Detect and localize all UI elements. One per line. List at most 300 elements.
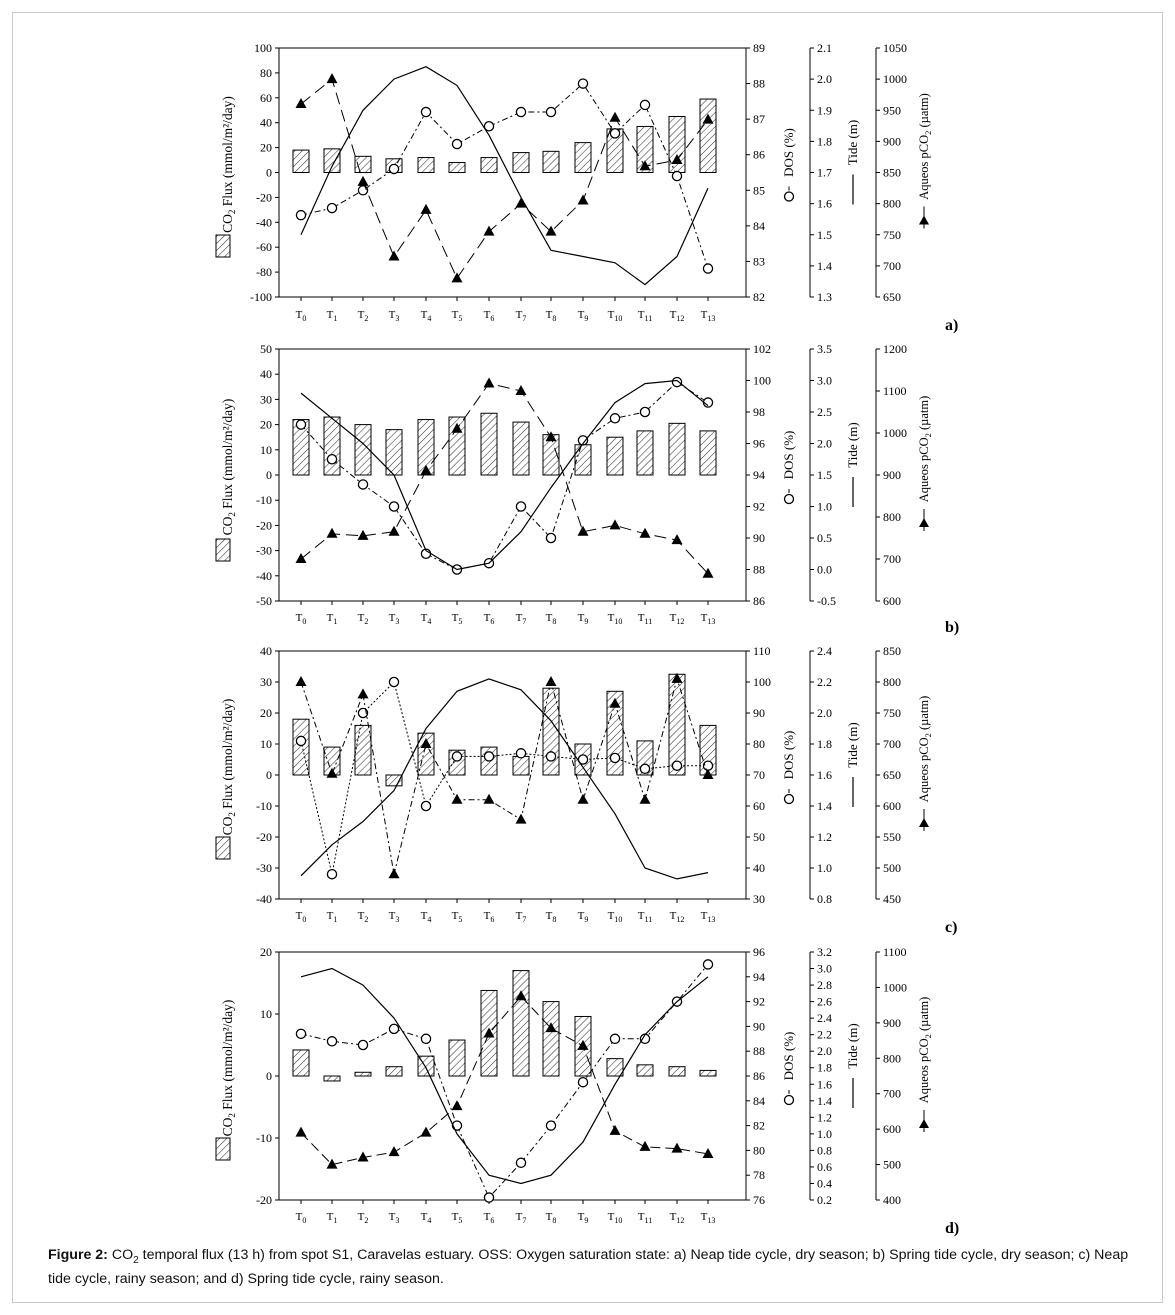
flux-bar	[607, 437, 623, 475]
flux-tick-label: -50	[256, 594, 272, 608]
flux-bar	[513, 422, 529, 475]
dos-axis-tick-label: 88	[753, 76, 765, 91]
panel-label: c)	[945, 919, 958, 936]
flux-bar	[481, 158, 497, 173]
pco2-point	[389, 526, 400, 536]
x-tick-label: $T_6$	[483, 910, 495, 924]
pco2-legend-marker	[919, 518, 929, 527]
pco2-point	[296, 98, 307, 108]
tide-axis-tick-label: 1.0	[817, 1126, 832, 1141]
pco2-axis-tick-label: 850	[883, 165, 901, 180]
dos-axis-tick-label: 86	[753, 1069, 765, 1083]
pco2-axis-tick-label: 600	[883, 1122, 901, 1137]
dos-point	[327, 870, 336, 879]
dos-axis-tick-label: 86	[753, 147, 765, 162]
tide-axis-tick-label: 0.5	[817, 531, 832, 545]
pco2-point	[389, 251, 400, 261]
pco2-point	[672, 1143, 683, 1153]
caption-co-sub: 2	[133, 1254, 139, 1266]
tide-axis-tick-label: 3.0	[817, 373, 832, 388]
dos-point	[358, 480, 367, 489]
pco2-series-line	[301, 996, 708, 1164]
pco2-axis-tick-label: 500	[883, 861, 901, 875]
dos-axis-tick-label: 85	[753, 183, 765, 198]
dos-axis-tick-label: 40	[753, 861, 765, 875]
pco2-point	[296, 1127, 307, 1137]
flux-bar	[293, 719, 309, 775]
dos-point	[640, 100, 649, 109]
flux-tick-label: -10	[256, 493, 272, 508]
x-tick-label: $T_{10}$	[607, 612, 623, 626]
flux-bar	[293, 150, 309, 172]
pco2-axis-tick-label: 850	[883, 644, 901, 658]
pco2-axis-tick-label: 500	[883, 1157, 901, 1172]
dos-axis-tick-label: 84	[753, 218, 765, 233]
flux-tick-label: 30	[260, 675, 272, 689]
flux-bar	[543, 1002, 559, 1076]
x-tick-label: $T_3$	[388, 910, 400, 924]
tide-axis-tick-label: 2.4	[817, 644, 832, 658]
dos-point	[610, 129, 619, 138]
panel-label: b)	[945, 619, 960, 636]
pco2-axis-tick-label: 1050	[883, 41, 907, 55]
flux-tick-label: 0	[266, 468, 272, 482]
pco2-point	[546, 676, 557, 686]
x-tick-label: $T_9$	[577, 612, 589, 626]
dos-point	[672, 377, 681, 386]
flux-bar	[355, 1072, 371, 1076]
flux-bar	[575, 445, 591, 475]
dos-point	[703, 761, 712, 770]
flux-bar	[386, 1067, 402, 1076]
flux-tick-label: -30	[256, 861, 272, 875]
dos-axis-tick-label: 90	[753, 531, 765, 545]
x-tick-label: $T_1$	[326, 1211, 338, 1225]
flux-bar	[355, 725, 371, 775]
flux-tick-label: -10	[256, 1131, 272, 1145]
flux-tick-label: 80	[260, 65, 272, 80]
x-tick-label: $T_{11}$	[637, 309, 653, 323]
pco2-axis-tick-label: 700	[883, 258, 901, 273]
dos-axis-tick-label: 100	[753, 373, 771, 388]
tide-axis-title: Tide (m)	[845, 722, 860, 768]
pco2-axis-tick-label: 650	[883, 290, 901, 304]
dos-point	[389, 1024, 398, 1033]
x-tick-label: $T_9$	[577, 1211, 589, 1225]
x-tick-label: $T_1$	[326, 910, 338, 924]
pco2-point	[452, 1100, 463, 1110]
dos-axis-tick-label: 94	[753, 468, 765, 482]
dos-axis-tick-label: 82	[753, 290, 765, 304]
flux-legend-swatch	[216, 235, 230, 257]
flux-bar	[575, 143, 591, 173]
flux-bar	[449, 1040, 465, 1076]
x-tick-label: $T_{10}$	[607, 1211, 623, 1225]
dos-point	[296, 736, 305, 745]
figure-caption	[48, 1246, 1138, 1288]
dos-point	[389, 502, 398, 511]
tide-axis-tick-label: 1.8	[817, 134, 832, 149]
x-tick-label: $T_7$	[515, 612, 527, 626]
tide-axis-tick-label: 1.6	[817, 1077, 832, 1092]
pco2-point	[484, 794, 495, 804]
tide-axis-tick-label: 3.2	[817, 945, 832, 959]
dos-axis-tick-label: 60	[753, 799, 765, 813]
pco2-point	[327, 73, 338, 83]
dos-axis-tick-label: 92	[753, 994, 765, 1009]
tide-axis-tick-label: 1.9	[817, 103, 832, 118]
pco2-axis-tick-label: 1100	[883, 945, 907, 959]
tide-axis-tick-label: 2.0	[817, 72, 832, 87]
flux-tick-label: 20	[260, 706, 272, 720]
pco2-axis-tick-label: 1100	[883, 384, 907, 398]
tide-axis-tick-label: 2.5	[817, 405, 832, 419]
tide-axis-tick-label: 1.8	[817, 1060, 832, 1075]
dos-axis-tick-label: 92	[753, 499, 765, 514]
flux-bar	[607, 1059, 623, 1076]
x-tick-label: $T_{13}$	[700, 309, 716, 323]
x-tick-label: $T_2$	[357, 910, 369, 924]
x-tick-label: $T_9$	[577, 309, 589, 323]
pco2-point	[296, 676, 307, 686]
x-tick-label: $T_{10}$	[607, 309, 623, 323]
pco2-point	[358, 688, 369, 698]
flux-bar	[449, 163, 465, 173]
dos-point	[546, 107, 555, 116]
flux-bar	[700, 99, 716, 172]
tide-axis-tick-label: 1.6	[817, 768, 832, 782]
dos-axis-tick-label: 100	[753, 675, 771, 689]
flux-axis-title: $CO_2$ Flux (mmol/m²/day)	[220, 398, 237, 536]
pco2-point	[516, 198, 527, 208]
dos-point	[703, 960, 712, 969]
flux-tick-label: 50	[260, 342, 272, 356]
pco2-point	[452, 794, 463, 804]
flux-tick-label: -20	[256, 190, 272, 205]
pco2-axis-tick-label: 800	[883, 510, 901, 524]
flux-tick-label: 20	[260, 945, 272, 959]
pco2-axis-tick-label: 700	[883, 737, 901, 751]
dos-axis-tick-label: 80	[753, 1143, 765, 1158]
tide-axis-tick-label: 2.0	[817, 436, 832, 451]
x-tick-label: $T_{12}$	[669, 1211, 685, 1225]
dos-legend-marker	[785, 192, 794, 201]
tide-axis-tick-label: 2.8	[817, 978, 832, 993]
pco2-axis-tick-label: 800	[883, 196, 901, 211]
flux-bar	[669, 674, 685, 775]
tide-axis-tick-label: 0.0	[817, 562, 832, 577]
flux-bar	[669, 116, 685, 172]
tide-series-line	[301, 67, 708, 285]
flux-tick-label: 10	[260, 737, 272, 751]
dos-point	[610, 414, 619, 423]
x-tick-label: $T_4$	[420, 910, 432, 924]
flux-bar	[293, 1050, 309, 1076]
flux-tick-label: -80	[256, 265, 272, 280]
x-tick-label: $T_{12}$	[669, 910, 685, 924]
tide-axis-title: Tide (m)	[845, 422, 860, 468]
dos-point	[389, 677, 398, 686]
pco2-axis-tick-label: 1000	[883, 72, 907, 87]
dos-point	[484, 1193, 493, 1202]
dos-point	[327, 455, 336, 464]
flux-legend-swatch	[216, 1138, 230, 1160]
x-tick-label: $T_0$	[295, 612, 307, 626]
dos-legend-marker	[785, 495, 794, 504]
pco2-point	[421, 1127, 432, 1137]
dos-axis-tick-label: 89	[753, 41, 765, 55]
dos-axis-tick-label: 84	[753, 1093, 765, 1108]
dos-point	[516, 107, 525, 116]
x-tick-label: $T_7$	[515, 1211, 527, 1225]
dos-point	[327, 203, 336, 212]
dos-point	[703, 264, 712, 273]
flux-tick-label: 10	[260, 1007, 272, 1021]
dos-point	[672, 171, 681, 180]
pco2-axis-tick-label: 1000	[883, 980, 907, 995]
dos-axis-tick-label: 80	[753, 737, 765, 751]
dos-axis-title: DOS (%)	[781, 1031, 796, 1081]
tide-axis-tick-label: 1.2	[817, 830, 832, 844]
x-tick-label: $T_{13}$	[700, 910, 716, 924]
pco2-axis-tick-label: 900	[883, 134, 901, 149]
dos-axis-tick-label: 96	[753, 436, 765, 451]
pco2-point	[610, 112, 621, 122]
flux-axis-title: $CO_2$ Flux (mmol/m²/day)	[220, 698, 237, 836]
pco2-axis-tick-label: 900	[883, 1015, 901, 1030]
dos-point	[452, 752, 461, 761]
dos-point	[640, 407, 649, 416]
dos-legend-marker	[785, 795, 794, 804]
pco2-axis-tick-label: 450	[883, 892, 901, 906]
x-tick-label: $T_{12}$	[669, 309, 685, 323]
flux-tick-label: 60	[260, 90, 272, 105]
flux-tick-label: -10	[256, 799, 272, 813]
dos-point	[296, 1029, 305, 1038]
tide-axis-tick-label: 0.8	[817, 1143, 832, 1158]
x-tick-label: $T_{10}$	[607, 910, 623, 924]
tide-axis-tick-label: 1.4	[817, 258, 832, 273]
dos-point	[610, 1034, 619, 1043]
x-tick-label: $T_2$	[357, 309, 369, 323]
flux-bar	[700, 431, 716, 475]
dos-point	[516, 749, 525, 758]
flux-bar	[669, 1067, 685, 1076]
tide-axis-tick-label: 0.8	[817, 892, 832, 906]
dos-point	[358, 186, 367, 195]
dos-point	[421, 801, 430, 810]
dos-series-line	[301, 964, 708, 1197]
flux-tick-label: -20	[256, 830, 272, 844]
dos-point	[452, 139, 461, 148]
flux-axis-title: $CO_2$ Flux (mmol/m²/day)	[220, 999, 237, 1137]
x-tick-label: $T_3$	[388, 309, 400, 323]
dos-axis-tick-label: 30	[753, 892, 765, 906]
pco2-point	[484, 226, 495, 236]
chart-panel-2	[216, 342, 959, 636]
dos-axis-tick-label: 94	[753, 969, 765, 984]
caption-lead: Figure 2:	[48, 1247, 108, 1263]
flux-tick-label: -20	[256, 1193, 272, 1207]
flux-tick-label: 30	[260, 392, 272, 407]
flux-tick-label: -40	[256, 215, 272, 230]
x-tick-label: $T_6$	[483, 309, 495, 323]
tide-axis-tick-label: 0.6	[817, 1159, 832, 1174]
flux-tick-label: 100	[254, 41, 272, 55]
dos-point	[672, 761, 681, 770]
tide-axis-tick-label: 1.4	[817, 799, 832, 813]
x-tick-label: $T_8$	[545, 309, 557, 323]
pco2-axis-tick-label: 800	[883, 675, 901, 689]
flux-tick-label: 0	[266, 1069, 272, 1083]
dos-point	[484, 752, 493, 761]
x-tick-label: $T_1$	[326, 309, 338, 323]
pco2-axis-title: Aqueos pCO$_2$ (µatm)	[917, 93, 933, 200]
tide-axis-tick-label: 1.0	[817, 499, 832, 514]
x-tick-label: $T_8$	[545, 910, 557, 924]
caption-text: temporal flux (13 h) from spot S1, Caravelas estuary. OSS: Oxygen saturation state: a) Neap tide cycle, dry season; b) Spring tide cycle, dry season; c) Neap tide cycle, rainy season; and d) Spring tide cycle, rainy season.	[48, 1247, 1129, 1287]
flux-tick-label: -40	[256, 892, 272, 906]
caption-co: CO	[111, 1247, 134, 1263]
tide-axis-tick-label: 1.4	[817, 1093, 832, 1108]
flux-tick-label: 40	[260, 367, 272, 382]
chart-panel-4	[216, 945, 959, 1237]
pco2-point	[358, 176, 369, 186]
x-tick-label: $T_4$	[420, 309, 432, 323]
dos-axis-tick-label: 70	[753, 768, 765, 782]
x-tick-label: $T_0$	[295, 1211, 307, 1225]
x-tick-label: $T_2$	[357, 612, 369, 626]
x-tick-label: $T_9$	[577, 910, 589, 924]
x-tick-label: $T_0$	[295, 309, 307, 323]
dos-point	[358, 1040, 367, 1049]
flux-bar	[324, 417, 340, 475]
x-tick-label: $T_1$	[326, 612, 338, 626]
dos-axis-tick-label: 78	[753, 1168, 765, 1183]
tide-axis-tick-label: 2.4	[817, 1011, 832, 1026]
dos-point	[389, 164, 398, 173]
tide-axis-title: Tide (m)	[845, 119, 860, 166]
tide-axis-tick-label: 3.5	[817, 342, 832, 356]
x-tick-label: $T_8$	[545, 1211, 557, 1225]
flux-legend-swatch	[216, 837, 230, 859]
dos-axis-tick-label: 76	[753, 1193, 765, 1207]
pco2-point	[546, 226, 557, 236]
dos-point	[578, 79, 587, 88]
dos-point	[546, 1121, 555, 1130]
tide-axis-tick-label: 1.2	[817, 1110, 832, 1125]
pco2-point	[389, 1146, 400, 1156]
x-tick-label: $T_5$	[451, 1211, 463, 1225]
pco2-point	[484, 377, 495, 387]
x-tick-label: $T_{11}$	[637, 612, 653, 626]
flux-legend-swatch	[216, 539, 230, 561]
x-tick-label: $T_{13}$	[700, 1211, 716, 1225]
flux-bar	[386, 430, 402, 475]
pco2-axis-tick-label: 700	[883, 1086, 901, 1101]
dos-point	[421, 1034, 430, 1043]
dos-axis-tick-label: 88	[753, 1044, 765, 1059]
x-tick-label: $T_8$	[545, 612, 557, 626]
x-tick-label: $T_4$	[420, 612, 432, 626]
pco2-axis-tick-label: 600	[883, 594, 901, 608]
panel-label: a)	[945, 317, 959, 334]
pco2-axis-tick-label: 750	[883, 227, 901, 242]
pco2-axis-tick-label: 650	[883, 768, 901, 782]
tide-axis-tick-label: 2.1	[817, 41, 832, 55]
x-tick-label: $T_3$	[388, 612, 400, 626]
flux-tick-label: 10	[260, 442, 272, 457]
flux-bar	[513, 756, 529, 775]
pco2-point	[578, 195, 589, 205]
pco2-axis-title: Aqueos pCO$_2$ (µatm)	[917, 695, 933, 803]
dos-axis-tick-label: 90	[753, 706, 765, 720]
flux-bar	[324, 149, 340, 173]
tide-axis-tick-label: 1.0	[817, 861, 832, 875]
flux-bar	[513, 153, 529, 173]
dos-point	[516, 502, 525, 511]
dos-point	[578, 1078, 587, 1087]
dos-axis-tick-label: 88	[753, 562, 765, 577]
pco2-axis-title: Aqueos pCO$_2$ (µatm)	[917, 996, 933, 1104]
flux-bar	[513, 971, 529, 1076]
tide-axis-tick-label: 3.0	[817, 961, 832, 976]
x-tick-label: $T_5$	[451, 910, 463, 924]
dos-point	[516, 1158, 525, 1167]
x-tick-label: $T_5$	[451, 612, 463, 626]
dos-point	[640, 764, 649, 773]
pco2-point	[610, 519, 621, 529]
tide-axis-tick-label: 2.0	[817, 1044, 832, 1059]
chart-panel-3	[216, 644, 957, 936]
tide-axis-tick-label: 1.8	[817, 737, 832, 751]
pco2-point	[389, 868, 400, 878]
dos-point	[452, 1121, 461, 1130]
x-tick-label: $T_{13}$	[700, 612, 716, 626]
tide-axis-tick-label: 1.7	[817, 165, 832, 180]
x-tick-label: $T_{12}$	[669, 612, 685, 626]
pco2-legend-marker	[919, 1119, 929, 1128]
tide-axis-tick-label: 1.5	[817, 468, 832, 482]
tide-axis-tick-label: 2.2	[817, 675, 832, 689]
dos-axis-tick-label: 96	[753, 945, 765, 959]
pco2-point	[640, 794, 651, 804]
pco2-axis-tick-label: 800	[883, 1051, 901, 1066]
pco2-axis-tick-label: 1200	[883, 342, 907, 356]
tide-axis-tick-label: 2.2	[817, 1027, 832, 1042]
tide-axis-title: Tide (m)	[845, 1023, 860, 1069]
flux-bar	[637, 431, 653, 475]
x-tick-label: $T_2$	[357, 1211, 369, 1225]
dos-axis-tick-label: 90	[753, 1019, 765, 1034]
pco2-point	[578, 794, 589, 804]
dos-axis-tick-label: 83	[753, 254, 765, 269]
dos-axis-tick-label: 102	[753, 342, 771, 356]
pco2-axis-tick-label: 950	[883, 103, 901, 118]
flux-bar	[669, 423, 685, 475]
dos-point	[546, 752, 555, 761]
x-tick-label: $T_7$	[515, 910, 527, 924]
flux-axis-title: $CO_2$ Flux (mmol/m²/day)	[220, 96, 237, 233]
pco2-point	[452, 272, 463, 282]
dos-axis-title: DOS (%)	[781, 430, 796, 480]
pco2-point	[421, 204, 432, 214]
pco2-point	[640, 1141, 651, 1151]
chart-panel-1	[216, 41, 958, 334]
flux-tick-label: -30	[256, 543, 272, 558]
pco2-axis-tick-label: 700	[883, 552, 901, 566]
tide-axis-tick-label: 1.6	[817, 196, 832, 211]
